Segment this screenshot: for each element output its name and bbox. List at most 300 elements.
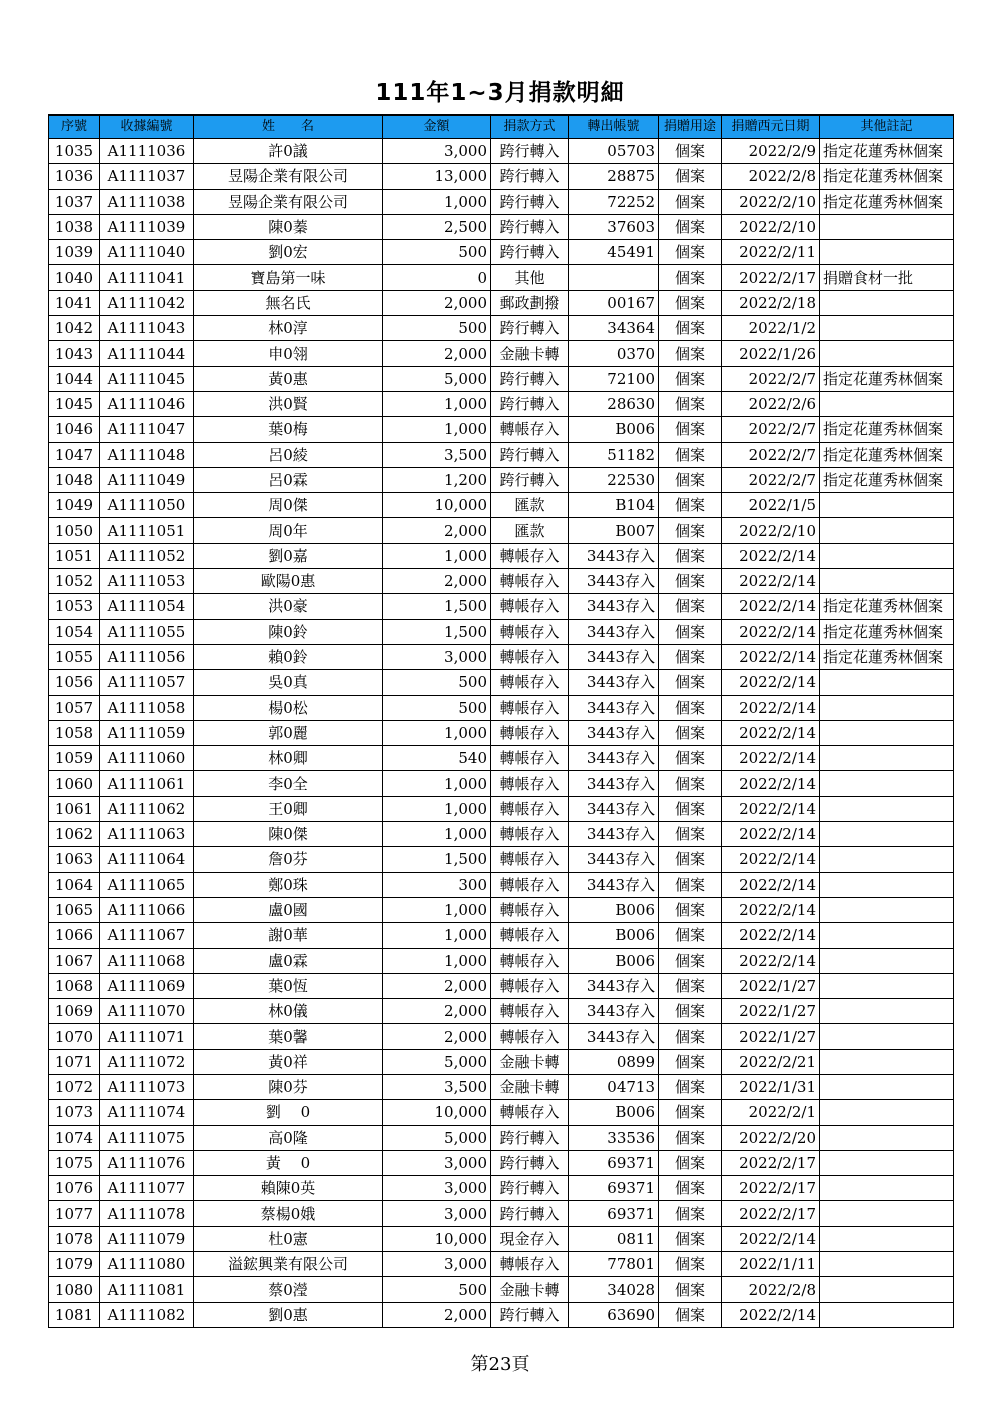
cell-seq: 1064 xyxy=(49,872,100,897)
cell-date: 2022/2/7 xyxy=(722,442,820,467)
cell-seq: 1050 xyxy=(49,518,100,543)
cell-amount: 1,500 xyxy=(383,594,491,619)
cell-purpose: 個案 xyxy=(659,518,722,543)
cell-receipt-no: A1111057 xyxy=(100,670,194,695)
cell-amount: 3,000 xyxy=(383,1201,491,1226)
cell-note xyxy=(820,1100,954,1125)
cell-purpose: 個案 xyxy=(659,240,722,265)
cell-account: B104 xyxy=(569,493,659,518)
cell-date: 2022/2/14 xyxy=(722,872,820,897)
cell-note xyxy=(820,1125,954,1150)
cell-amount: 0 xyxy=(383,265,491,290)
cell-seq: 1081 xyxy=(49,1302,100,1327)
cell-date: 2022/2/14 xyxy=(722,644,820,669)
cell-amount: 2,000 xyxy=(383,1302,491,1327)
cell-seq: 1073 xyxy=(49,1100,100,1125)
cell-purpose: 個案 xyxy=(659,543,722,568)
cell-donor-name: 蔡0瀅 xyxy=(194,1277,383,1302)
cell-amount: 1,000 xyxy=(383,771,491,796)
cell-receipt-no: A1111060 xyxy=(100,746,194,771)
table-header-row xyxy=(49,115,954,139)
cell-method: 跨行轉入 xyxy=(491,189,569,214)
cell-date: 2022/2/9 xyxy=(722,139,820,164)
table-row xyxy=(49,518,954,543)
cell-amount: 1,200 xyxy=(383,467,491,492)
cell-purpose: 個案 xyxy=(659,1024,722,1049)
cell-seq: 1037 xyxy=(49,189,100,214)
cell-purpose: 個案 xyxy=(659,771,722,796)
cell-receipt-no: A1111056 xyxy=(100,644,194,669)
cell-note xyxy=(820,847,954,872)
table-row xyxy=(49,1302,954,1327)
cell-method: 轉帳存入 xyxy=(491,796,569,821)
cell-amount: 1,000 xyxy=(383,948,491,973)
cell-donor-name: 無名氏 xyxy=(194,290,383,315)
cell-seq: 1059 xyxy=(49,746,100,771)
cell-note xyxy=(820,670,954,695)
cell-account: 34028 xyxy=(569,1277,659,1302)
cell-amount: 2,500 xyxy=(383,214,491,239)
cell-date: 2022/2/14 xyxy=(722,822,820,847)
cell-receipt-no: A1111061 xyxy=(100,771,194,796)
cell-seq: 1079 xyxy=(49,1252,100,1277)
cell-receipt-no: A1111080 xyxy=(100,1252,194,1277)
cell-date: 2022/2/10 xyxy=(722,518,820,543)
cell-account: 04713 xyxy=(569,1074,659,1099)
col-header-name: 姓 名 xyxy=(194,115,383,139)
cell-method: 轉帳存入 xyxy=(491,619,569,644)
table-row xyxy=(49,189,954,214)
cell-receipt-no: A1111055 xyxy=(100,619,194,644)
cell-donor-name: 黃0惠 xyxy=(194,366,383,391)
cell-purpose: 個案 xyxy=(659,1150,722,1175)
table-row xyxy=(49,1176,954,1201)
cell-donor-name: 洪0豪 xyxy=(194,594,383,619)
cell-amount: 2,000 xyxy=(383,341,491,366)
cell-method: 轉帳存入 xyxy=(491,670,569,695)
cell-account: 0811 xyxy=(569,1226,659,1251)
cell-amount: 2,000 xyxy=(383,518,491,543)
cell-account: 3443存入 xyxy=(569,746,659,771)
cell-date: 2022/2/8 xyxy=(722,164,820,189)
cell-seq: 1052 xyxy=(49,569,100,594)
cell-account: B006 xyxy=(569,1100,659,1125)
cell-method: 轉帳存入 xyxy=(491,594,569,619)
cell-donor-name: 葉0恆 xyxy=(194,973,383,998)
table-row xyxy=(49,1024,954,1049)
cell-method: 跨行轉入 xyxy=(491,139,569,164)
cell-amount: 10,000 xyxy=(383,493,491,518)
table-row xyxy=(49,948,954,973)
cell-method: 匯款 xyxy=(491,493,569,518)
cell-note xyxy=(820,923,954,948)
cell-donor-name: 林0淳 xyxy=(194,316,383,341)
cell-note: 指定花蓮秀林個案 xyxy=(820,644,954,669)
cell-method: 其他 xyxy=(491,265,569,290)
cell-purpose: 個案 xyxy=(659,366,722,391)
cell-amount: 300 xyxy=(383,872,491,897)
cell-purpose: 個案 xyxy=(659,139,722,164)
cell-date: 2022/2/14 xyxy=(722,923,820,948)
cell-note: 指定花蓮秀林個案 xyxy=(820,594,954,619)
cell-account: 51182 xyxy=(569,442,659,467)
cell-date: 2022/2/1 xyxy=(722,1100,820,1125)
cell-seq: 1080 xyxy=(49,1277,100,1302)
cell-donor-name: 林0儀 xyxy=(194,999,383,1024)
cell-purpose: 個案 xyxy=(659,796,722,821)
cell-receipt-no: A1111077 xyxy=(100,1176,194,1201)
cell-donor-name: 高0隆 xyxy=(194,1125,383,1150)
table-row xyxy=(49,897,954,922)
cell-receipt-no: A1111070 xyxy=(100,999,194,1024)
cell-receipt-no: A1111050 xyxy=(100,493,194,518)
cell-donor-name: 詹0芬 xyxy=(194,847,383,872)
cell-purpose: 個案 xyxy=(659,897,722,922)
cell-seq: 1067 xyxy=(49,948,100,973)
cell-donor-name: 黃 0 xyxy=(194,1150,383,1175)
table-row xyxy=(49,1100,954,1125)
cell-purpose: 個案 xyxy=(659,872,722,897)
cell-note: 指定花蓮秀林個案 xyxy=(820,189,954,214)
cell-receipt-no: A1111038 xyxy=(100,189,194,214)
cell-purpose: 個案 xyxy=(659,847,722,872)
cell-date: 2022/2/18 xyxy=(722,290,820,315)
cell-note xyxy=(820,897,954,922)
cell-account: 45491 xyxy=(569,240,659,265)
cell-date: 2022/1/31 xyxy=(722,1074,820,1099)
cell-amount: 3,500 xyxy=(383,1074,491,1099)
table-row xyxy=(49,164,954,189)
cell-purpose: 個案 xyxy=(659,695,722,720)
cell-receipt-no: A1111078 xyxy=(100,1201,194,1226)
cell-seq: 1060 xyxy=(49,771,100,796)
cell-account: 3443存入 xyxy=(569,695,659,720)
cell-donor-name: 溢鋐興業有限公司 xyxy=(194,1252,383,1277)
cell-purpose: 個案 xyxy=(659,442,722,467)
cell-method: 轉帳存入 xyxy=(491,923,569,948)
cell-account: 3443存入 xyxy=(569,543,659,568)
cell-seq: 1070 xyxy=(49,1024,100,1049)
cell-note xyxy=(820,240,954,265)
cell-seq: 1065 xyxy=(49,897,100,922)
cell-amount: 1,000 xyxy=(383,822,491,847)
cell-date: 2022/2/17 xyxy=(722,265,820,290)
cell-method: 跨行轉入 xyxy=(491,366,569,391)
col-header-purpose: 捐贈用途 xyxy=(659,115,722,139)
cell-purpose: 個案 xyxy=(659,999,722,1024)
cell-note: 指定花蓮秀林個案 xyxy=(820,164,954,189)
cell-method: 跨行轉入 xyxy=(491,442,569,467)
cell-account: 3443存入 xyxy=(569,796,659,821)
table-row xyxy=(49,1074,954,1099)
cell-seq: 1072 xyxy=(49,1074,100,1099)
cell-method: 跨行轉入 xyxy=(491,164,569,189)
cell-donor-name: 洪0賢 xyxy=(194,391,383,416)
cell-account xyxy=(569,265,659,290)
cell-seq: 1046 xyxy=(49,417,100,442)
cell-note xyxy=(820,973,954,998)
cell-donor-name: 許0議 xyxy=(194,139,383,164)
table-body xyxy=(49,139,954,1328)
cell-note xyxy=(820,1176,954,1201)
cell-amount: 1,500 xyxy=(383,847,491,872)
cell-method: 轉帳存入 xyxy=(491,569,569,594)
cell-account: 3443存入 xyxy=(569,1024,659,1049)
cell-donor-name: 郭0麗 xyxy=(194,720,383,745)
cell-donor-name: 昱陽企業有限公司 xyxy=(194,189,383,214)
cell-seq: 1055 xyxy=(49,644,100,669)
table-row xyxy=(49,796,954,821)
cell-note: 指定花蓮秀林個案 xyxy=(820,139,954,164)
cell-note xyxy=(820,1049,954,1074)
cell-purpose: 個案 xyxy=(659,316,722,341)
cell-note xyxy=(820,746,954,771)
cell-donor-name: 李0全 xyxy=(194,771,383,796)
cell-donor-name: 陳0傑 xyxy=(194,822,383,847)
cell-method: 轉帳存入 xyxy=(491,1100,569,1125)
cell-method: 轉帳存入 xyxy=(491,999,569,1024)
cell-amount: 10,000 xyxy=(383,1100,491,1125)
table-row xyxy=(49,1125,954,1150)
cell-donor-name: 黃0祥 xyxy=(194,1049,383,1074)
cell-donor-name: 劉 0 xyxy=(194,1100,383,1125)
cell-note xyxy=(820,948,954,973)
cell-amount: 2,000 xyxy=(383,1024,491,1049)
table-row xyxy=(49,467,954,492)
cell-receipt-no: A1111043 xyxy=(100,316,194,341)
table-row xyxy=(49,973,954,998)
cell-account: 3443存入 xyxy=(569,999,659,1024)
cell-method: 轉帳存入 xyxy=(491,822,569,847)
cell-purpose: 個案 xyxy=(659,341,722,366)
cell-date: 2022/2/21 xyxy=(722,1049,820,1074)
cell-date: 2022/2/7 xyxy=(722,467,820,492)
cell-amount: 500 xyxy=(383,240,491,265)
cell-donor-name: 葉0馨 xyxy=(194,1024,383,1049)
cell-purpose: 個案 xyxy=(659,619,722,644)
cell-seq: 1039 xyxy=(49,240,100,265)
cell-account: 77801 xyxy=(569,1252,659,1277)
cell-note xyxy=(820,316,954,341)
table-row xyxy=(49,391,954,416)
cell-account: 69371 xyxy=(569,1201,659,1226)
cell-donor-name: 鄭0珠 xyxy=(194,872,383,897)
table-row xyxy=(49,265,954,290)
cell-purpose: 個案 xyxy=(659,391,722,416)
cell-receipt-no: A1111051 xyxy=(100,518,194,543)
cell-receipt-no: A1111075 xyxy=(100,1125,194,1150)
table-row xyxy=(49,720,954,745)
cell-amount: 1,000 xyxy=(383,189,491,214)
cell-amount: 3,000 xyxy=(383,1252,491,1277)
cell-donor-name: 吳0真 xyxy=(194,670,383,695)
col-header-amount: 金額 xyxy=(383,115,491,139)
cell-amount: 10,000 xyxy=(383,1226,491,1251)
cell-method: 轉帳存入 xyxy=(491,1024,569,1049)
cell-method: 跨行轉入 xyxy=(491,391,569,416)
table-row xyxy=(49,644,954,669)
cell-receipt-no: A1111039 xyxy=(100,214,194,239)
cell-purpose: 個案 xyxy=(659,214,722,239)
cell-amount: 5,000 xyxy=(383,1125,491,1150)
table-row xyxy=(49,746,954,771)
cell-account: 3443存入 xyxy=(569,872,659,897)
cell-date: 2022/2/14 xyxy=(722,1302,820,1327)
cell-seq: 1063 xyxy=(49,847,100,872)
cell-donor-name: 王0卿 xyxy=(194,796,383,821)
cell-account: 69371 xyxy=(569,1176,659,1201)
cell-purpose: 個案 xyxy=(659,189,722,214)
cell-account: B007 xyxy=(569,518,659,543)
cell-note xyxy=(820,872,954,897)
cell-method: 轉帳存入 xyxy=(491,973,569,998)
cell-method: 轉帳存入 xyxy=(491,543,569,568)
cell-purpose: 個案 xyxy=(659,1125,722,1150)
cell-seq: 1049 xyxy=(49,493,100,518)
cell-donor-name: 楊0松 xyxy=(194,695,383,720)
cell-note xyxy=(820,518,954,543)
cell-donor-name: 劉0惠 xyxy=(194,1302,383,1327)
cell-purpose: 個案 xyxy=(659,1074,722,1099)
table-row xyxy=(49,442,954,467)
cell-date: 2022/1/27 xyxy=(722,999,820,1024)
cell-method: 匯款 xyxy=(491,518,569,543)
table-row xyxy=(49,290,954,315)
col-header-method: 捐款方式 xyxy=(491,115,569,139)
cell-purpose: 個案 xyxy=(659,923,722,948)
table-row xyxy=(49,1252,954,1277)
cell-note xyxy=(820,341,954,366)
cell-date: 2022/2/14 xyxy=(722,619,820,644)
cell-donor-name: 陳0鈴 xyxy=(194,619,383,644)
cell-purpose: 個案 xyxy=(659,1176,722,1201)
table-row xyxy=(49,1049,954,1074)
cell-note: 指定花蓮秀林個案 xyxy=(820,442,954,467)
table-row xyxy=(49,999,954,1024)
cell-amount: 500 xyxy=(383,316,491,341)
cell-method: 金融卡轉 xyxy=(491,341,569,366)
cell-seq: 1054 xyxy=(49,619,100,644)
cell-seq: 1066 xyxy=(49,923,100,948)
table-row xyxy=(49,594,954,619)
cell-date: 2022/2/14 xyxy=(722,796,820,821)
cell-amount: 13,000 xyxy=(383,164,491,189)
cell-date: 2022/2/14 xyxy=(722,1226,820,1251)
cell-receipt-no: A1111042 xyxy=(100,290,194,315)
cell-date: 2022/2/8 xyxy=(722,1277,820,1302)
cell-amount: 2,000 xyxy=(383,569,491,594)
cell-account: 37603 xyxy=(569,214,659,239)
cell-amount: 2,000 xyxy=(383,999,491,1024)
cell-method: 跨行轉入 xyxy=(491,1201,569,1226)
table-row xyxy=(49,1277,954,1302)
cell-date: 2022/2/20 xyxy=(722,1125,820,1150)
cell-seq: 1056 xyxy=(49,670,100,695)
cell-donor-name: 歐陽0惠 xyxy=(194,569,383,594)
col-header-account: 轉出帳號 xyxy=(569,115,659,139)
cell-account: 3443存入 xyxy=(569,644,659,669)
cell-donor-name: 陳0芬 xyxy=(194,1074,383,1099)
cell-receipt-no: A1111052 xyxy=(100,543,194,568)
cell-donor-name: 周0年 xyxy=(194,518,383,543)
cell-date: 2022/2/14 xyxy=(722,847,820,872)
cell-account: 3443存入 xyxy=(569,569,659,594)
cell-seq: 1071 xyxy=(49,1049,100,1074)
table-row xyxy=(49,569,954,594)
cell-donor-name: 賴陳0英 xyxy=(194,1176,383,1201)
cell-method: 轉帳存入 xyxy=(491,644,569,669)
cell-note xyxy=(820,771,954,796)
table-row xyxy=(49,1201,954,1226)
cell-receipt-no: A1111069 xyxy=(100,973,194,998)
cell-seq: 1053 xyxy=(49,594,100,619)
cell-account: 05703 xyxy=(569,139,659,164)
cell-amount: 1,000 xyxy=(383,720,491,745)
cell-receipt-no: A1111065 xyxy=(100,872,194,897)
cell-amount: 500 xyxy=(383,695,491,720)
cell-method: 轉帳存入 xyxy=(491,746,569,771)
cell-receipt-no: A1111053 xyxy=(100,569,194,594)
cell-method: 金融卡轉 xyxy=(491,1049,569,1074)
cell-purpose: 個案 xyxy=(659,1252,722,1277)
cell-seq: 1062 xyxy=(49,822,100,847)
cell-seq: 1078 xyxy=(49,1226,100,1251)
cell-method: 郵政劃撥 xyxy=(491,290,569,315)
cell-amount: 3,000 xyxy=(383,644,491,669)
cell-seq: 1047 xyxy=(49,442,100,467)
cell-date: 2022/2/14 xyxy=(722,720,820,745)
cell-method: 金融卡轉 xyxy=(491,1277,569,1302)
cell-account: 3443存入 xyxy=(569,771,659,796)
cell-donor-name: 昱陽企業有限公司 xyxy=(194,164,383,189)
col-header-note: 其他註記 xyxy=(820,115,954,139)
cell-purpose: 個案 xyxy=(659,746,722,771)
table-row xyxy=(49,619,954,644)
cell-note xyxy=(820,391,954,416)
cell-amount: 500 xyxy=(383,670,491,695)
cell-account: 28630 xyxy=(569,391,659,416)
table-row xyxy=(49,872,954,897)
cell-note: 指定花蓮秀林個案 xyxy=(820,366,954,391)
cell-receipt-no: A1111037 xyxy=(100,164,194,189)
cell-receipt-no: A1111054 xyxy=(100,594,194,619)
cell-date: 2022/1/11 xyxy=(722,1252,820,1277)
cell-note xyxy=(820,1150,954,1175)
cell-seq: 1069 xyxy=(49,999,100,1024)
cell-receipt-no: A1111072 xyxy=(100,1049,194,1074)
cell-receipt-no: A1111063 xyxy=(100,822,194,847)
cell-date: 2022/1/26 xyxy=(722,341,820,366)
cell-date: 2022/1/5 xyxy=(722,493,820,518)
cell-seq: 1040 xyxy=(49,265,100,290)
cell-date: 2022/2/10 xyxy=(722,189,820,214)
cell-purpose: 個案 xyxy=(659,467,722,492)
cell-receipt-no: A1111044 xyxy=(100,341,194,366)
cell-account: B006 xyxy=(569,923,659,948)
cell-receipt-no: A1111049 xyxy=(100,467,194,492)
cell-date: 2022/1/2 xyxy=(722,316,820,341)
cell-account: 72252 xyxy=(569,189,659,214)
table-row xyxy=(49,366,954,391)
cell-purpose: 個案 xyxy=(659,644,722,669)
cell-donor-name: 劉0嘉 xyxy=(194,543,383,568)
cell-purpose: 個案 xyxy=(659,1302,722,1327)
cell-method: 轉帳存入 xyxy=(491,771,569,796)
cell-account: 0370 xyxy=(569,341,659,366)
cell-receipt-no: A1111066 xyxy=(100,897,194,922)
cell-account: 69371 xyxy=(569,1150,659,1175)
cell-amount: 540 xyxy=(383,746,491,771)
